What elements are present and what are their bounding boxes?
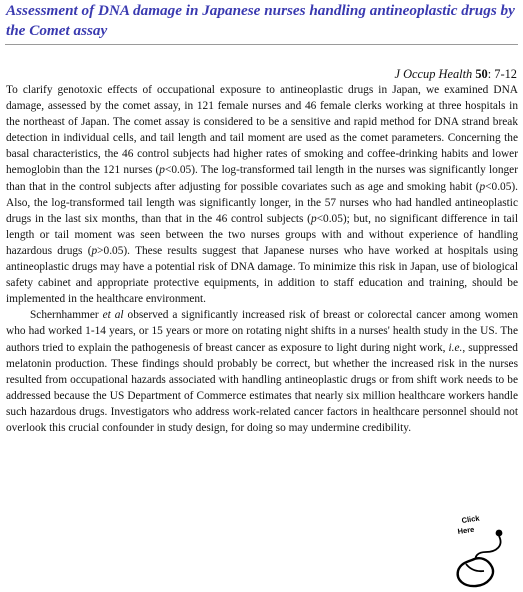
abstract-paragraph-2 bbox=[6, 307, 518, 436]
title-divider bbox=[5, 44, 518, 45]
text-run: <0.05). The log-transformed tail length in the nurses was significantly longer than that in the control subjects after adjusting for possible covariates such as age and smoking habit ( bbox=[6, 164, 518, 193]
journal-name: J Occup Health bbox=[394, 67, 473, 81]
italic-et-al: et al bbox=[102, 309, 124, 322]
click-here-line1: Click bbox=[461, 513, 481, 525]
computer-mouse-icon bbox=[452, 512, 518, 588]
text-run: <0.05). Also, the log-transformed tail length was significantly longer, in the 57 nurses who had handled antineoplastic drugs in the last six months, than that in the 46 control subjects ( bbox=[6, 180, 518, 225]
abstract-paragraph-1 bbox=[6, 82, 518, 307]
text-run: , suppressed melatonin production. These findings should probably be correct, but whether the increased risk in the nurses resulted from occupational hazards associated with handling antineoplastic drugs or from shift work needs to be addressed because the US Department of Commerce estimates that nearly six million healthcare workers handle such hazardous drugs. Investigators who address work-related cancer factors in healthcare personnel should not overlook this crucial confounder in study design, for doing so may undermine credibility. bbox=[6, 341, 518, 434]
italic-p: p bbox=[159, 164, 165, 177]
journal-volume: 50 bbox=[475, 67, 488, 81]
pointer-dot bbox=[496, 530, 503, 537]
click-here-line2: Here bbox=[457, 524, 475, 536]
click-here-button[interactable] bbox=[452, 512, 518, 588]
text-run: Schernhammer bbox=[30, 309, 103, 322]
article-title: Assessment of DNA damage in Japanese nurses handling antineoplastic drugs by the Comet assay bbox=[6, 2, 515, 39]
italic-p: p bbox=[479, 180, 486, 193]
text-run: >0.05). These results suggest that Japanese nurses who have worked at hospitals using antineoplastic drugs may have a potential risk of DNA damage. To minimize this risk in Japan, use of biological safety cabinet and appropriate protective equipments, in addition to staff education and training, should be implemented in the healthcare environment. bbox=[6, 244, 518, 306]
italic-p: p bbox=[91, 244, 98, 257]
italic-ie: i.e. bbox=[448, 341, 463, 354]
journal-pages: : 7-12 bbox=[487, 67, 517, 81]
text-run: observed a significantly increased risk of breast or colorectal cancer among women who had worked 1-14 years, or 15 years or more on rotating night shifts in a nurses' health study in the US. The authors tried to explain the pathogenesis of breast cancer as exposure to light during night work, bbox=[6, 309, 518, 354]
journal-citation bbox=[394, 66, 517, 82]
text-run: <0.05); but, no significant difference in tail length or tail moment was seen between the two nurses groups with and without experience of handling hazardous drugs ( bbox=[6, 212, 518, 257]
mouse-body bbox=[458, 558, 493, 586]
text-run: To clarify genotoxic effects of occupational exposure to antineoplastic drugs in Japan, we examined DNA damage, assessed by the comet assay, in 121 female nurses and 46 female clerks working at three hospitals in the northeast of Japan. The comet assay is considered to be a sensitive and rapid method for DNA strand break detection in individual cells, and tail length and tail moment are used as the comet parameters. Concerning the basal characteristics, the 46 control subjects had higher rates of smoking and coffee-drinking habits and lower hemoglobin than the 121 nurses ( bbox=[6, 84, 518, 177]
abstract-body bbox=[6, 82, 518, 436]
italic-p: p bbox=[310, 212, 317, 225]
